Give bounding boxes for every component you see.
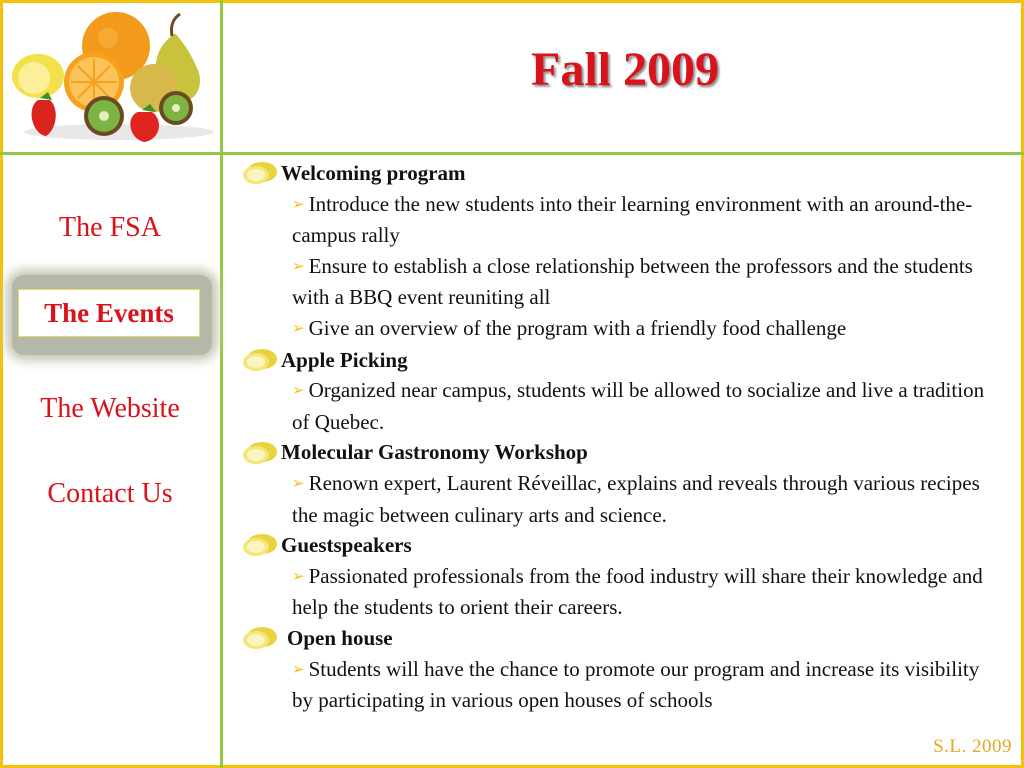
section-apple-picking xyxy=(240,345,1000,438)
lemon-slice-icon xyxy=(240,532,278,558)
arrow-right-icon: ➢ xyxy=(292,383,305,400)
section-open-house xyxy=(240,623,1000,716)
list-item: ➢ Organized near campus, students will be allowed to socialize and live a tradition of Quebec. xyxy=(292,378,985,434)
arrow-right-icon: ➢ xyxy=(292,258,305,275)
arrow-right-icon: ➢ xyxy=(292,568,305,585)
events-content xyxy=(240,158,1000,716)
list-item: ➢ Introduce the new students into their learning environment with an around-the-campus rally xyxy=(292,191,973,248)
nav-item-the-fsa[interactable]: The FSA xyxy=(59,212,161,243)
slide-title: Fall 2009 xyxy=(531,43,719,96)
section-heading: Apple Picking xyxy=(281,347,408,372)
lemon-slice-icon xyxy=(240,347,278,373)
nav-active-highlight xyxy=(12,275,212,355)
nav-item-the-events[interactable]: The Events xyxy=(18,289,200,337)
lemon-slice-icon xyxy=(240,440,278,466)
section-molecular-gastronomy xyxy=(240,437,1000,530)
list-item: ➢ Passionated professionals from the food industry will share their knowledge and help the students to orient their careers. xyxy=(292,563,983,620)
fruit-assortment-image xyxy=(4,4,218,149)
section-welcoming-program xyxy=(240,158,1000,345)
arrow-right-icon: ➢ xyxy=(292,661,305,678)
vertical-divider xyxy=(220,0,223,768)
section-heading: Molecular Gastronomy Workshop xyxy=(281,440,588,465)
section-guestspeakers xyxy=(240,530,1000,623)
arrow-right-icon: ➢ xyxy=(292,196,305,213)
section-heading: Guestspeakers xyxy=(281,533,412,558)
section-heading: Welcoming program xyxy=(281,161,466,185)
list-item: ➢ Give an overview of the program with a friendly food challenge xyxy=(292,315,847,340)
lemon-slice-icon xyxy=(240,625,278,651)
horizontal-divider xyxy=(0,152,1024,155)
arrow-right-icon: ➢ xyxy=(292,475,305,492)
author-credit: S.L. 2009 xyxy=(933,736,1012,757)
nav-item-contact-us[interactable]: Contact Us xyxy=(47,478,173,509)
section-heading: Open house xyxy=(287,625,393,650)
lemon-slice-icon xyxy=(240,160,278,186)
arrow-right-icon: ➢ xyxy=(292,320,305,337)
nav-item-the-website[interactable]: The Website xyxy=(40,393,180,424)
list-item: ➢ Renown expert, Laurent Réveillac, explains and reveals through various recipes the magic between culinary arts and science. xyxy=(292,470,980,527)
list-item: ➢ Students will have the chance to promote our program and increase its visibility by participating in various open houses of schools xyxy=(292,656,980,713)
list-item: ➢ Ensure to establish a close relationship between the professors and the students with a BBQ event reuniting all xyxy=(292,253,973,310)
